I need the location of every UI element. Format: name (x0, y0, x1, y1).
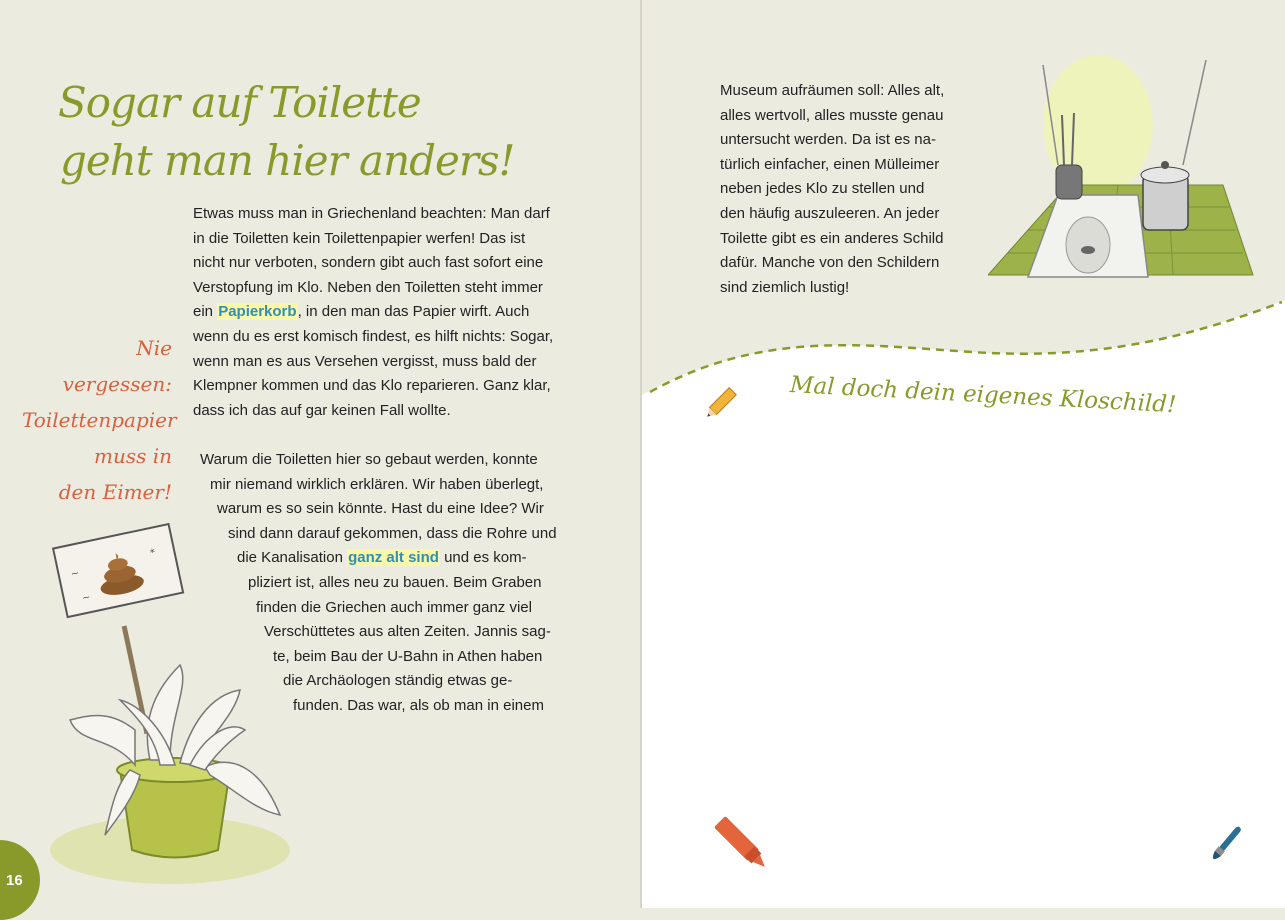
svg-text:~: ~ (81, 591, 92, 605)
paintbrush-icon (1200, 820, 1250, 870)
text-line: Klempner kommen und das Klo reparieren. Ganz klar, (193, 377, 551, 395)
paragraph-1 (193, 202, 553, 423)
text-line: finden die Griechen auch immer ganz viel (256, 598, 532, 616)
text-line: Etwas muss man in Griechenland beachten: Man darf (193, 205, 550, 222)
draw-prompt: Mal doch dein eigenes Kloschild! (789, 372, 1177, 419)
text-line (193, 300, 553, 325)
highlight-papierkorb: Papierkorb (218, 303, 297, 321)
text-fragment: und es kom- (439, 549, 527, 567)
pencil-icon (700, 384, 740, 424)
title-line-2: geht man hier anders! (60, 136, 515, 185)
text-line: alles wertvoll, alles musste genau (720, 106, 944, 124)
text-line: sind ziemlich lustig! (720, 278, 850, 296)
svg-text:*: * (149, 547, 157, 560)
page-title (58, 74, 514, 190)
text-line: Museum aufräumen soll: Alles alt, (720, 82, 945, 99)
text-line: mir niemand wirklich erklären. Wir haben überlegt, (210, 475, 544, 493)
svg-text:~: ~ (69, 567, 81, 581)
side-note-line: den Eimer! (58, 480, 172, 504)
squat-toilet-illustration (988, 55, 1258, 295)
text-fragment: ein (193, 303, 218, 321)
text-line: Toilette gibt es ein anderes Schild (720, 229, 944, 247)
text-line: den häufig auszuleeren. An jeder (720, 204, 940, 222)
text-line: dafür. Manche von den Schildern (720, 254, 940, 272)
side-note-line: Toilettenpapier (22, 408, 177, 432)
text-line: wenn man es aus Versehen vergisst, muss bald der (193, 352, 537, 370)
text-line: funden. Das war, als ob man in einem (293, 696, 544, 714)
text-line: in die Toiletten kein Toilettenpapier werfen! Das ist (193, 229, 526, 247)
text-fragment: die Kanalisation (237, 549, 348, 567)
title-line-1: Sogar auf Toilette (58, 78, 421, 127)
text-line: untersucht werden. Da ist es na- (720, 131, 936, 149)
highlight-ganz-alt-sind: ganz alt sind (348, 549, 439, 567)
text-line: pliziert ist, alles neu zu bauen. Beim Graben (248, 573, 542, 591)
text-line: Verschüttetes aus alten Zeiten. Jannis sag- (264, 623, 551, 641)
toilet-paper-pot-illustration (40, 515, 300, 895)
text-line: Warum die Toiletten hier so gebaut werden, konnte (200, 451, 538, 468)
side-note-line: muss in (93, 444, 172, 468)
text-line: nicht nur verboten, sondern gibt auch fast sofort eine (193, 254, 544, 272)
text-line: sind dann darauf gekommen, dass die Rohre und (228, 524, 557, 542)
side-note (22, 330, 177, 510)
marker-icon (708, 810, 778, 880)
text-line: warum es so sein könnte. Hast du eine Idee? Wir (217, 500, 544, 518)
text-line: wenn du es erst komisch findest, es hilft nichts: Sogar, (193, 327, 554, 345)
text-line: dass ich das auf gar keinen Fall wollte. (193, 401, 451, 419)
text-line: die Archäologen ständig etwas ge- (283, 672, 513, 690)
page-number: 16 (6, 872, 23, 889)
text-fragment: , in den man das Papier wirft. Auch (297, 303, 530, 321)
text-line: neben jedes Klo zu stellen und (720, 180, 925, 198)
side-note-line: Nie vergessen: (62, 336, 172, 396)
right-paragraph (720, 79, 944, 300)
text-line: Verstopfung im Klo. Neben den Toiletten steht immer (193, 278, 543, 296)
text-line: türlich einfacher, einen Mülleimer (720, 155, 940, 173)
text-line: te, beim Bau der U-Bahn in Athen haben (273, 647, 543, 665)
